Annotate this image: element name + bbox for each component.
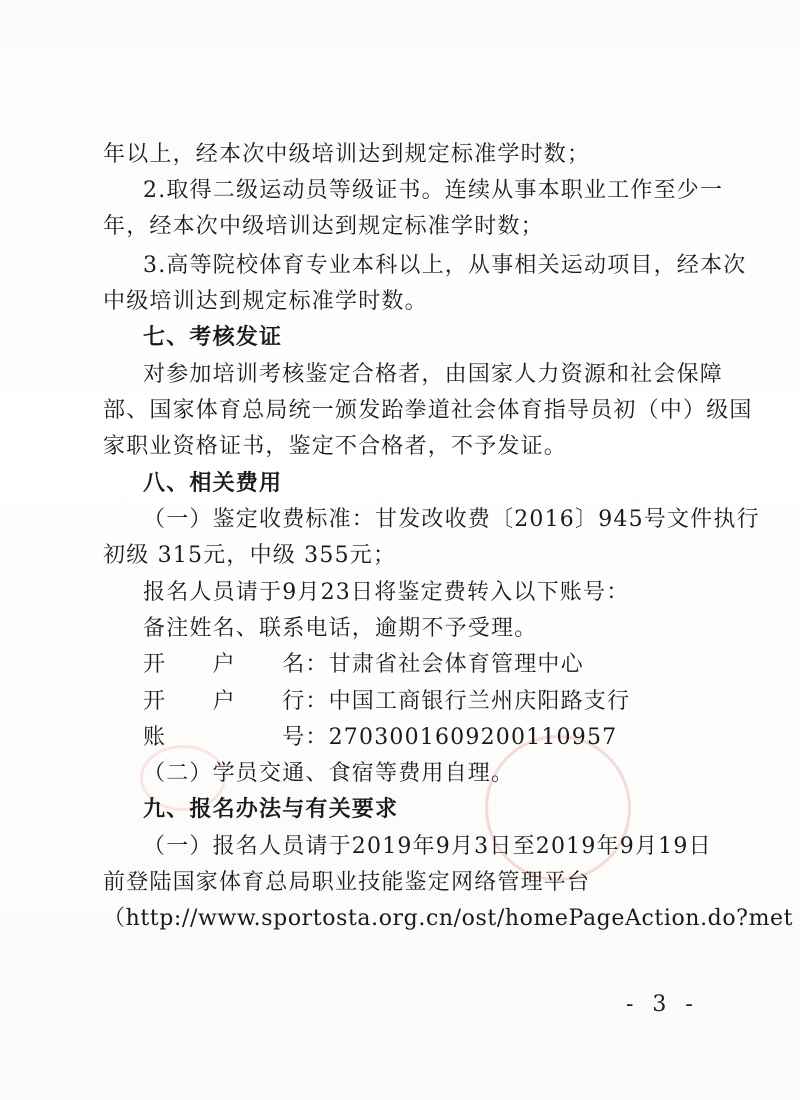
body-line: 年，经本次中级培训达到规定标准学时数； xyxy=(103,214,544,239)
body-line: 前登陆国家体育总局职业技能鉴定网络管理平台 xyxy=(103,870,591,895)
account-name-line: 开 户 名：甘肃省社会体育管理中心 xyxy=(143,652,584,677)
body-line: 备注姓名、联系电话，逾期不予受理。 xyxy=(143,616,538,641)
account-bank-line: 开 户 行：中国工商银行兰州庆阳路支行 xyxy=(143,689,631,714)
body-line: 初级 315元，中级 355元； xyxy=(103,543,397,568)
body-line: 家职业资格证书，鉴定不合格者，不予发证。 xyxy=(103,434,568,459)
url-line: （http://www.sportosta.org.cn/ost/homePageAction.do?met xyxy=(103,906,794,931)
section-heading: 八、相关费用 xyxy=(143,471,283,496)
body-line: 报名人员请于9月23日将鉴定费转入以下账号： xyxy=(143,580,630,605)
body-line: （一）鉴定收费标准：甘发改收费〔2016〕945号文件执行 xyxy=(143,507,760,532)
page-number: - 3 - xyxy=(626,992,699,1017)
body-line: 2.取得二级运动员等级证书。连续从事本职业工作至少一 xyxy=(143,178,724,203)
body-line: 部、国家体育总局统一颁发跆拳道社会体育指导员初（中）级国 xyxy=(103,398,753,423)
section-heading: 七、考核发证 xyxy=(143,325,283,350)
account-number-line: 账 号：2703001609200110957 xyxy=(143,725,618,750)
body-line: 中级培训达到规定标准学时数。 xyxy=(103,289,428,314)
body-line: 年以上，经本次中级培训达到规定标准学时数； xyxy=(103,142,591,167)
body-line: 对参加培训考核鉴定合格者，由国家人力资源和社会保障 xyxy=(143,362,724,387)
section-heading: 九、报名办法与有关要求 xyxy=(143,797,399,822)
body-line: 3.高等院校体育专业本科以上，从事相关运动项目，经本次 xyxy=(143,253,747,278)
body-line: （一）报名人员请于2019年9月3日至2019年9月19日 xyxy=(143,834,712,859)
body-line: （二）学员交通、食宿等费用自理。 xyxy=(143,761,515,786)
